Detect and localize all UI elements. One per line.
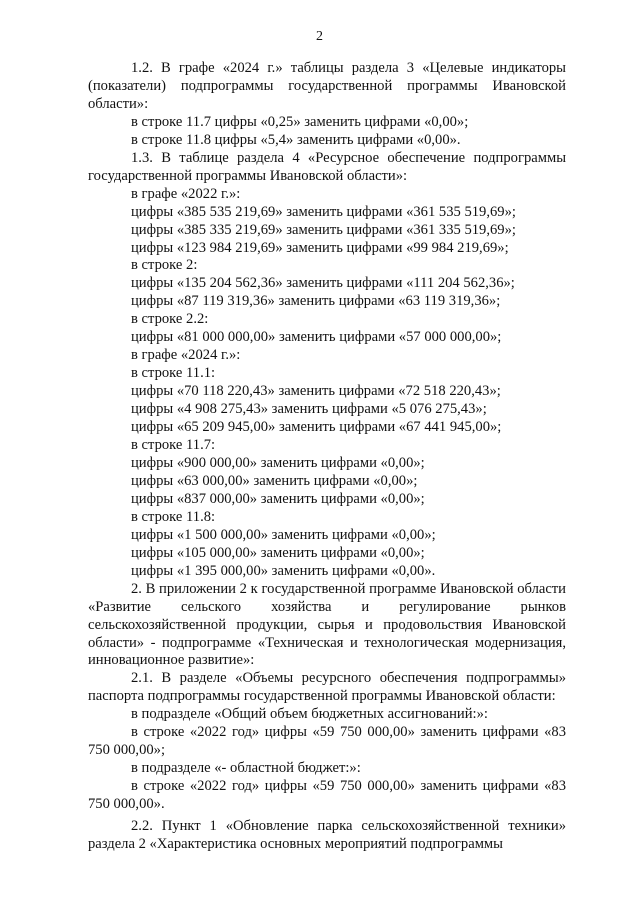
paragraph: цифры «385 335 219,69» заменить цифрами «361 335 519,69»; (131, 221, 516, 238)
paragraph: цифры «1 395 000,00» заменить цифрами «0,00». (131, 562, 436, 579)
paragraph: в графе «2024 г.»: (131, 347, 241, 364)
paragraph: 1.2. В графе «2024 г.» таблицы раздела 3 «Целевые индикаторы (показатели) подпрограммы государственной программы Ивановской области»: (88, 60, 566, 112)
paragraph: 2.2. Пункт 1 «Обновление парка сельскохозяйственной техники» раздела 2 «Характеристика основных мероприятий подпрограммы (88, 818, 566, 852)
paragraph: в строке «2022 год» цифры «59 750 000,00» заменить цифрами «83 750 000,00». (88, 778, 566, 813)
paragraph: в подразделе «- областной бюджет:»: (131, 760, 361, 777)
paragraph: в строке 11.8 цифры «5,4» заменить цифрами «0,00». (131, 131, 461, 148)
paragraph: цифры «63 000,00» заменить цифрами «0,00»; (131, 472, 418, 489)
paragraph: цифры «81 000 000,00» заменить цифрами «57 000 000,00»; (131, 329, 502, 346)
paragraph: цифры «837 000,00» заменить цифрами «0,00»; (131, 490, 425, 507)
paragraph: в строке 11.8: (131, 508, 216, 525)
paragraph: цифры «70 118 220,43» заменить цифрами «72 518 220,43»; (131, 383, 501, 400)
paragraph: 2.1. В разделе «Объемы ресурсного обеспечения подпрограммы» паспорта подпрограммы государственной программы Ивановской области: (88, 670, 566, 705)
paragraph: 1.3. В таблице раздела 4 «Ресурсное обеспечение подпрограммы государственной программы Ивановской области»: (88, 149, 566, 184)
document-body (88, 60, 566, 854)
paragraph: 2. В приложении 2 к государственной программе Ивановской области «Развитие сельского хозяйства и регулирование рынков сельскохозяйственной продукции, сырья и продовольствия Ивановской области» - подпрограмме «Техническая и технологическая модернизация, инновационное развитие»: (88, 580, 566, 669)
paragraph: цифры «65 209 945,00» заменить цифрами «67 441 945,00»; (131, 419, 502, 436)
paragraph: в строке 2: (131, 257, 198, 274)
paragraph: цифры «1 500 000,00» заменить цифрами «0,00»; (131, 526, 436, 543)
paragraph: в строке «2022 год» цифры «59 750 000,00» заменить цифрами «83 750 000,00»; (88, 724, 566, 759)
paragraph: в строке 11.7: (131, 437, 216, 454)
paragraph: цифры «900 000,00» заменить цифрами «0,00»; (131, 454, 425, 471)
paragraph: в строке 2.2: (131, 311, 209, 328)
paragraph: цифры «87 119 319,36» заменить цифрами «63 119 319,36»; (131, 293, 501, 310)
paragraph: в подразделе «Общий объем бюджетных ассигнований:»: (131, 706, 488, 723)
page-number: 2 (316, 29, 323, 44)
paragraph: в строке 11.7 цифры «0,25» заменить цифрами «0,00»; (131, 113, 469, 130)
paragraph: цифры «4 908 275,43» заменить цифрами «5 076 275,43»; (131, 401, 487, 418)
paragraph: в строке 11.1: (131, 365, 216, 382)
paragraph: цифры «135 204 562,36» заменить цифрами «111 204 562,36»; (131, 275, 515, 292)
paragraph: цифры «105 000,00» заменить цифрами «0,00»; (131, 544, 425, 561)
paragraph: цифры «123 984 219,69» заменить цифрами «99 984 219,69»; (131, 239, 509, 256)
paragraph: цифры «385 535 219,69» заменить цифрами «361 535 519,69»; (131, 203, 516, 220)
paragraph: в графе «2022 г.»: (131, 185, 241, 202)
